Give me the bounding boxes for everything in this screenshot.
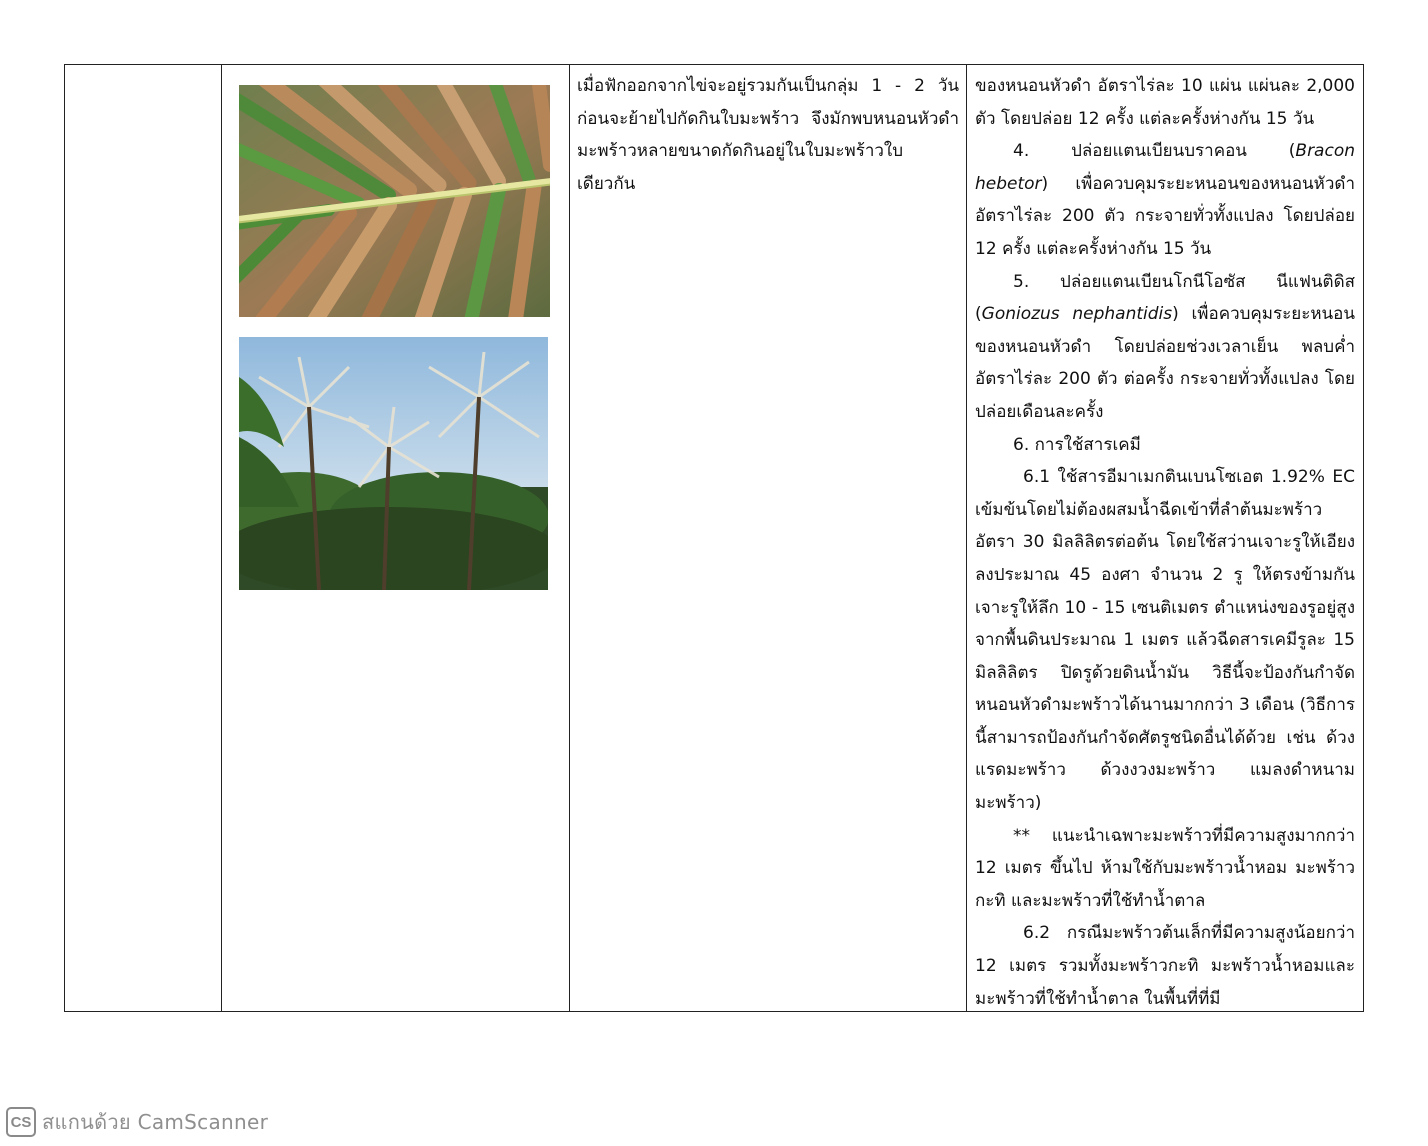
watermark-text: สแกนด้วย CamScanner (42, 1110, 269, 1134)
paragraph-text: 6.1 ใช้สารอีมาเมกตินเบนโซเอต 1.92% EC เข้มข้นโดยไม่ต้องผสมน้ำฉีดเข้าที่ลำต้นมะพร้าว อัตรา 30 มิลลิลิตรต่อต้น โดยใช้สว่านเจาะรูให้เอียงลงประมาณ 45 องศา จำนวน 2 รู ให้ตรงข้ามกัน เจาะรูให้ลึก 10 - 15 เซนติเมตร ตำแหน่งของรูอยู่สูงจากพื้นดินประมาณ 1 เมตร แล้วฉีดสารเคมีรูละ 15 มิลลิลิตร ปิดรูด้วยดินน้ำมัน วิธีนี้จะป้องกันกำจัดหนอนหัวดำมะพร้าวได้นานมากกว่า 3 เดือน (วิธีการนี้สามารถป้องกันกำจัดศัตรูชนิดอื่นได้ด้วย เช่น ด้วงแรดมะพร้าว ด้วงงวงมะพร้าว แมลงดำหนามมะพร้าว) (975, 467, 1355, 814)
paragraph-note: ** แนะนำเฉพาะมะพร้าวที่มีความสูงมากกว่า 12 เมตร ขึ้นไป ห้ามใช้กับมะพร้าวน้ำหอม มะพร้าวกะทิ และมะพร้าวที่ใช้ทำน้ำตาล (975, 825, 1355, 911)
paragraph-text: ) เพื่อควบคุมระยะหนอนของหนอนหัวดำ โดยปล่อยช่วงเวลาเย็น พลบค่ำ อัตราไร่ละ 200 ตัว ต่อครั้ง กระจายทั่วทั้งแปลง โดยปล่อยเดือนละครั้ง (975, 304, 1355, 422)
document-table (64, 64, 1364, 1012)
camscanner-watermark (6, 1106, 268, 1138)
palm-grove-photo (239, 337, 548, 590)
column-divider (966, 65, 967, 1011)
column-divider (221, 65, 222, 1011)
description-text: เมื่อฟักออกจากไข่จะอยู่รวมกันเป็นกลุ่ม 1 - 2 วัน ก่อนจะย้ายไปกัดกินใบมะพร้าว จึงมักพบหนอนหัวดำมะพร้าวหลายขนาดกัดกินอยู่ในใบมะพร้าวใบเดียวกัน (577, 76, 959, 194)
paragraph-text: ) เพื่อควบคุมระยะหนอนของหนอนหัวดำ อัตราไร่ละ 200 ตัว กระจายทั่วทั้งแปลง โดยปล่อย 12 ครั้ง แต่ละครั้งห่างกัน 15 วัน (975, 173, 1355, 259)
camscanner-logo-icon: CS (6, 1107, 36, 1137)
paragraph-parasitoid-bracon (975, 135, 1355, 265)
paragraph-text: 5. ปล่อยแตนเบียนโกนีโอซัส นีแฟนติดิส ( (975, 271, 1355, 325)
paragraph-parasitoid-goniozus (975, 266, 1355, 429)
scientific-name: Bracon hebetor (975, 141, 1355, 194)
table-cell-empty (65, 65, 221, 1011)
leaf-damage-photo (239, 85, 550, 317)
paragraph-text: 6.2 กรณีมะพร้าวต้นเล็กที่มีความสูงน้อยกว่า 12 เมตร รวมทั้งมะพร้าวกะทิ มะพร้าวน้ำหอมและมะพร้าวที่ใช้ทำน้ำตาล ในพื้นที่ที่มี (975, 923, 1355, 1009)
column-divider (569, 65, 570, 1011)
paragraph-text: ของหนอนหัวดำ อัตราไร่ละ 10 แผ่น แผ่นละ 2,000 ตัว โดยปล่อย 12 ครั้ง แต่ละครั้งห่างกัน 15 วัน (975, 76, 1355, 129)
paragraph-text: 4. ปล่อยแตนเบียนบราคอน ( (1013, 141, 1296, 162)
table-cell-control-measures (975, 70, 1355, 1011)
paragraph-heading-chemicals: 6. การใช้สารเคมี (1013, 434, 1141, 455)
table-cell-description (577, 70, 959, 1011)
scientific-name: Goniozus nephantidis (981, 304, 1173, 325)
